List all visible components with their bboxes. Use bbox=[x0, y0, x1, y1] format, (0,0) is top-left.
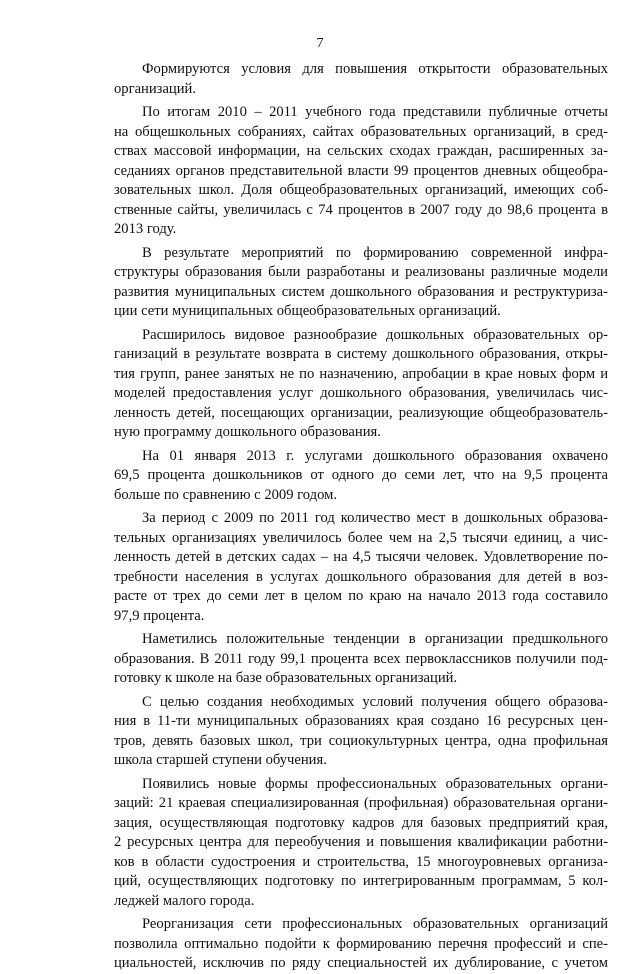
text-line: ленность детей, посещающих организации, реализующие общеобразователь- bbox=[114, 404, 608, 421]
text-line: моделей предоставления услуг дошкольного образования, увеличилась чис- bbox=[114, 385, 608, 401]
text-line: 2013 году. bbox=[114, 221, 177, 237]
page-number: 7 bbox=[316, 36, 324, 51]
text-line: леджей малого города. bbox=[114, 892, 255, 909]
text-line: школа старшей ступени обучения. bbox=[114, 752, 327, 768]
text-line: готовку к школе на базе образовательных организаций. bbox=[114, 670, 458, 686]
paragraph bbox=[114, 326, 608, 443]
text-line: развития муниципальных систем дошкольного образования и реструктуриза- bbox=[114, 283, 608, 300]
text-line: расте от трех до семи лет в целом по краю на начало 2013 года составило bbox=[114, 588, 608, 604]
text-line: За период с 2009 по 2011 год количество мест в дошкольных образова- bbox=[142, 510, 608, 526]
paragraph bbox=[114, 775, 608, 912]
paragraph bbox=[114, 60, 608, 99]
text-line: На 01 января 2013 г. услугами дошкольного образования охвачено bbox=[142, 447, 608, 464]
text-line: ции сети муниципальных общеобразовательных организаций. bbox=[114, 303, 501, 319]
text-line: седаниях органов представительной власти 99 процентов дневных общеобра- bbox=[114, 162, 608, 179]
text-line: организаций. bbox=[114, 80, 196, 97]
text-line: ствах массовой информации, на сельских сходах граждан, расширенных за- bbox=[114, 143, 608, 159]
text-line: на общешкольных собраниях, сайтах образовательных организаций, в сред- bbox=[114, 123, 608, 140]
text-line: ственные сайты, увеличилась с 74 процентов в 2007 году до 98,6 процента в bbox=[114, 201, 608, 218]
text-line: Появились новые формы профессиональных образовательных органи- bbox=[142, 775, 608, 792]
text-line: С целью создания необходимых условий получения общего образова- bbox=[142, 693, 608, 710]
paragraph bbox=[114, 244, 608, 322]
text-line: Расширилось видовое разнообразие дошкольных образовательных ор- bbox=[142, 326, 608, 343]
text-line: требности населения в услугах дошкольного образования для детей в воз- bbox=[114, 568, 608, 585]
paragraph bbox=[114, 509, 608, 626]
text-line: Реорганизация сети профессиональных образовательных организаций bbox=[142, 916, 608, 932]
text-line: По итогам 2010 – 2011 учебного года представили публичные отчеты bbox=[142, 104, 608, 120]
text-line: ций, осуществляющих подготовку по интегрированным программам, 5 кол- bbox=[114, 873, 608, 889]
paragraph bbox=[114, 447, 608, 506]
paragraph bbox=[114, 915, 608, 974]
text-line: Формируются условия для повышения открытости образовательных bbox=[142, 61, 608, 77]
text-line: структуры образования были разработаны и реализованы различные модели bbox=[114, 264, 608, 280]
text-line: В результате мероприятий по формированию современной инфра- bbox=[142, 244, 608, 261]
text-line: Наметились положительные тенденции в организации предшкольного bbox=[142, 631, 608, 647]
text-line: тельных организациях увеличилось более чем на 2,5 тысячи единиц, а чис- bbox=[114, 529, 608, 546]
paragraph bbox=[114, 103, 608, 240]
text-line: зовательных школ. Доля общеобразовательных организаций, имеющих соб- bbox=[114, 182, 608, 198]
text-line: 97,9 процента. bbox=[114, 607, 205, 624]
text-line: ную программу дошкольного образования. bbox=[114, 424, 381, 440]
text-line: позволила оптимально подойти к формированию перечня профессий и спе- bbox=[114, 935, 608, 952]
text-line: тров, девять базовых школ, три социокультурных центра, одна профильная bbox=[114, 732, 608, 749]
text-line: 69,5 процента дошкольников от одного до семи лет, что на 9,5 процента bbox=[114, 467, 608, 483]
text-line: ленность детей в детских садах – на 4,5 тысячи человек. Удовлетворение по- bbox=[114, 549, 608, 565]
paragraph bbox=[114, 693, 608, 771]
body-text bbox=[114, 60, 608, 974]
text-line: ганизаций в результате возврата в систему дошкольного образования, откры- bbox=[114, 346, 608, 362]
text-line: образования. В 2011 году 99,1 процента всех первоклассников получили под- bbox=[114, 650, 608, 667]
text-line: циальностей, исключив по ряду специальностей их дублирование, с учетом bbox=[114, 955, 608, 971]
paragraph bbox=[114, 630, 608, 689]
text-line: 2 ресурсных центра для переобучения и повышения квалификации работни- bbox=[114, 834, 608, 850]
text-line: заций: 21 краевая специализированная (профильная) образовательная органи- bbox=[114, 795, 608, 811]
text-line: тия групп, ранее занятых не по назначению, апробации в крае новых форм и bbox=[114, 365, 608, 382]
text-line: ков в области судостроения и строительства, 15 многоуровневых организа- bbox=[114, 853, 608, 870]
text-line: ния в 11-ти муниципальных образованиях края создано 16 ресурсных цен- bbox=[114, 713, 608, 729]
text-line: больше по сравнению с 2009 годом. bbox=[114, 486, 337, 503]
text-line: зация, осуществляющая подготовку кадров для базовых предприятий края, bbox=[114, 814, 608, 831]
